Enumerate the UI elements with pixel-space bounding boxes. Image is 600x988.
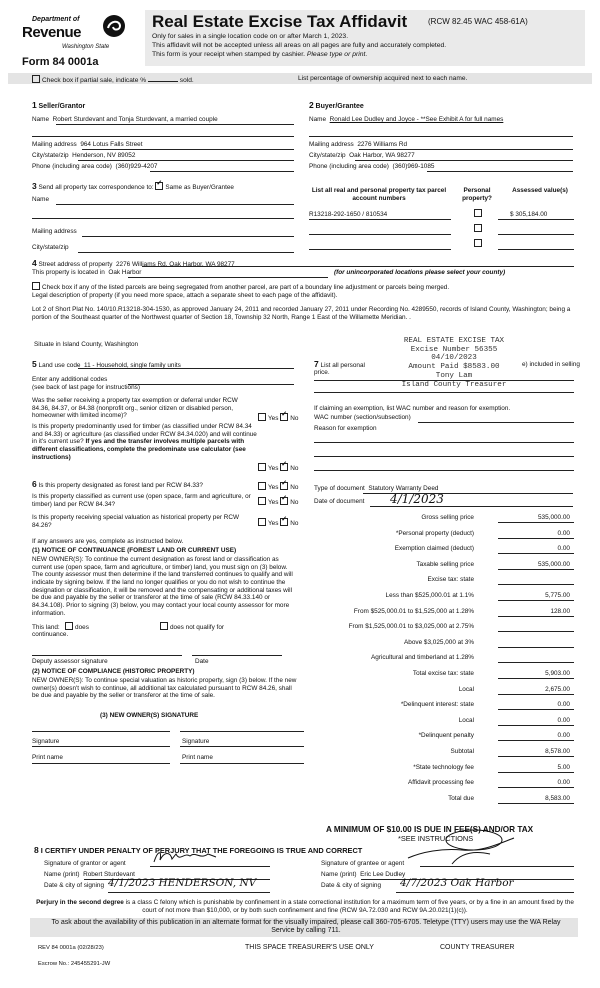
tax-row-label: Above $3,025,000 at 3% [404, 638, 474, 646]
section7-label-c: e) included in selling [522, 361, 580, 368]
stamp-line-2: Excise Number 56355 [410, 345, 498, 354]
tax-row-label: Total due [448, 794, 474, 802]
personal-property-checkbox-2[interactable] [474, 224, 482, 232]
buyer-city[interactable]: Oak Harbor, WA 98277 [349, 152, 415, 159]
header-note-3: This form is your receipt when stamped by cashier. Please type or print. [152, 51, 368, 58]
tax-row-underline [498, 522, 574, 523]
tax-row-label: Taxable selling price [416, 560, 474, 568]
tax-row-underline [498, 538, 574, 539]
personal-property-checkbox-1[interactable] [474, 209, 482, 217]
buyer-heading: 2 Buyer/Grantee [309, 100, 364, 110]
header-note-2: This affidavit will not be accepted unless all areas on all pages are fully and accurately completed. [152, 42, 447, 49]
q-current-use-yes[interactable] [258, 497, 266, 505]
exemption-claim-label: If claiming an exemption, list WAC number and reason for exemption. [314, 405, 511, 412]
logo-revenue: Revenue [22, 24, 82, 41]
stamp-line-3: 04/10/2023 [431, 354, 477, 363]
legal-label: Legal description of property (if you need more space, attach a separate sheet to each page of the affidavit). [32, 292, 338, 299]
q-timber-answers: Yes ✓ No [258, 463, 298, 473]
grantor-date-label: Date & city of signing [44, 882, 105, 889]
tax-row-label: Agricultural and timberland at 1.28% [370, 654, 474, 662]
grantee-name-row: Name (print) Eric Lee Dudley [321, 871, 406, 878]
stamp-line-4: Amount Paid $8583.00 [408, 363, 500, 372]
q-exemption: Was the seller receiving a property tax exemption or deferral under RCW 84.36, 84.37, or 84.38 (nonprofit org., senior citizen or disabled person, homeowner with limited income)? [32, 397, 238, 420]
deputy-sig-label: Deputy assessor signature [32, 658, 108, 665]
grantee-signature[interactable] [402, 824, 522, 868]
tax-row-label: *Delinquent penalty [418, 732, 474, 740]
tax-row-underline [498, 740, 574, 741]
parcel-number[interactable]: R13218-292-1650 / 810534 [309, 211, 388, 218]
seller-heading: 1 Seller/Grantor [32, 100, 86, 110]
new-owner-signature-title: (3) NEW OWNER(S) SIGNATURE [100, 712, 199, 719]
tax-row-underline [498, 647, 574, 648]
q-current-use: Is this property classified as current use (open space, farm and agriculture, or timber) land per RCW 84.34? [32, 493, 251, 508]
q-forest-answers: Yes ✓ No [258, 482, 298, 492]
notice-compliance-title: (2) NOTICE OF COMPLIANCE (HISTORIC PROPERTY) [32, 668, 195, 675]
buyer-phone[interactable]: (360)969-1085 [392, 163, 435, 170]
land-use-row: 5 Land use code 11 - Household, single family units [32, 359, 181, 369]
does-not-qualify-row: does not qualify for [160, 622, 224, 632]
treasurer-stamp [384, 337, 524, 389]
tax-row-underline [498, 709, 574, 710]
tax-row-label: Less than $525,000.01 at 1.1% [385, 592, 474, 599]
tax-row-value[interactable]: 5,903.00 [545, 670, 570, 677]
buyer-city-row: City/state/zip Oak Harbor, WA 98277 [309, 152, 415, 159]
ownership-note: List percentage of ownership acquired next to each name. [298, 75, 468, 82]
assessed-col-header: Assessed value(s) [512, 187, 568, 194]
deputy-date-label: Date [195, 658, 209, 665]
buyer-name-row: Name Ronald Lee Dudley and Joyce - **See Exhibit A for full names [309, 116, 504, 123]
logo-state: Washington State [62, 44, 110, 50]
personal-col-header: Personal property? [462, 187, 492, 202]
q-forest-no[interactable] [280, 482, 288, 490]
buyer-address[interactable]: 2276 Williams Rd [357, 141, 408, 148]
notice-continuance-title: (1) NOTICE OF CONTINUANCE (FOREST LAND OR CURRENT USE) [32, 547, 237, 554]
seller-phone-row: Phone (including area code) (360)929-4207 [32, 163, 158, 170]
tax-row-underline [498, 756, 574, 757]
form-revision: REV 84 0001a (02/28/23) [38, 945, 104, 951]
seller-name[interactable]: Robert Sturdevant and Tonja Sturdevant, a married couple [52, 116, 218, 123]
tax-row-underline [498, 569, 574, 570]
grantor-sig-label: Signature of grantor or agent [44, 860, 126, 867]
header-note-1: Only for sales in a single location code on or after March 1, 2023. [152, 33, 349, 40]
situate-text: Situate in Island County, Washington [34, 341, 139, 348]
escrow-number: Escrow No.: 245455291-JW [38, 961, 111, 967]
seller-address[interactable]: 964 Lotus Falls Street [80, 141, 143, 148]
q-timber-yes[interactable] [258, 463, 266, 471]
tax-row-label: Local [458, 685, 474, 693]
q-exemption-answers: Yes ✓ No [258, 413, 298, 423]
segregate-checkbox[interactable] [32, 282, 40, 290]
tax-row-value[interactable]: 0.00 [557, 732, 570, 740]
q-exemption-yes[interactable] [258, 413, 266, 421]
see-instructions: *SEE INSTRUCTIONS [398, 834, 474, 843]
tax-row-value[interactable]: 8,583.00 [545, 794, 570, 802]
tax-row-label: Local [458, 716, 474, 724]
grantor-date-city[interactable]: 4/1/2023 HENDERSON, NV [108, 877, 257, 889]
tax-row-label: Subtotal [450, 748, 474, 755]
new-owner-print-1[interactable]: Print name [32, 754, 63, 761]
grantor-name-row: Name (print) Robert Sturdevant [44, 871, 135, 878]
section7-label: 7 List all personal [314, 359, 365, 369]
if-yes-note: If any answers are yes, complete as instructed below. [32, 538, 184, 545]
tax-row-underline [498, 553, 574, 554]
q-historic-no[interactable] [280, 518, 288, 526]
doc-type-value[interactable]: Statutory Warranty Deed [368, 485, 439, 492]
partial-sale-checkbox[interactable] [32, 75, 40, 83]
grantor-name[interactable]: Robert Sturdevant [83, 871, 135, 878]
stamp-line-1: REAL ESTATE EXCISE TAX [403, 337, 505, 345]
s3-city-label: City/state/zip [32, 244, 69, 251]
tax-row-value[interactable]: 2,675.00 [545, 685, 570, 693]
tax-row-value[interactable]: 535,000.00 [538, 514, 570, 521]
tax-row-underline [498, 787, 574, 788]
tax-row-value[interactable]: 535,000.00 [538, 560, 570, 568]
section4-address-row: 4 Street address of property 2276 Williams Rd, Oak Harbor, WA 98277 [32, 258, 235, 268]
located-note: (for unincorporated locations please select your county) [334, 269, 506, 276]
new-owner-signature-2[interactable]: Signature [182, 738, 210, 745]
seller-phone[interactable]: (360)929-4207 [115, 163, 158, 170]
tax-row-value[interactable]: 0.00 [557, 701, 570, 709]
seller-addr-row: Mailing address 964 Lotus Falls Street [32, 141, 143, 148]
section3-heading: 3 Send all property tax correspondence to: ✓ Same as Buyer/Grantee [32, 181, 234, 192]
dor-logo [18, 12, 130, 62]
tax-row-underline [498, 803, 574, 804]
q-forest: 6 Is this property designated as forest land per RCW 84.33? [32, 479, 203, 489]
additional-codes-note: (see back of last page for instructions) [32, 384, 140, 391]
q-exemption-no[interactable] [280, 413, 288, 421]
q-current-use-no[interactable] [280, 497, 288, 505]
q-historic-answers: Yes ✓ No [258, 518, 298, 528]
tax-row-value[interactable]: 0.00 [557, 545, 570, 553]
grantee-date-city[interactable]: 4/7/2023 Oak Harbor [400, 877, 514, 889]
q-historic: Is this property receiving special valuation as historical property per RCW 84.26? [32, 514, 240, 529]
wac-label: WAC number (section/subsection) [314, 414, 411, 421]
s3-name-label: Name [32, 196, 50, 203]
seller-city[interactable]: Henderson, NV 89052 [72, 152, 136, 159]
perjury-notice: Perjury in the second degree is a class C felony which is punishable by confinement in a state correctional institution for a maximum term of five years, or by a fine in an amount fixed by the court of not more than $10,000, or by both such confinement and fine (RCW 9A.72.030 and RCW 9A.20.021(1)(c)). [36, 899, 574, 914]
grantee-sig-label: Signature of grantee or agent [321, 860, 405, 867]
does-qualify-checkbox[interactable] [65, 622, 73, 630]
q-historic-yes[interactable] [258, 518, 266, 526]
treasurer-use-label: THIS SPACE TREASURER'S USE ONLY [245, 944, 374, 951]
seller-name-row: Name Robert Sturdevant and Tonja Sturdevant, a married couple [32, 116, 218, 123]
q-timber-no[interactable] [280, 463, 288, 471]
tax-row-value[interactable]: 0.00 [557, 716, 570, 724]
doc-date-label: Date of document [314, 498, 365, 505]
assessed-value[interactable]: $ 305,184.00 [510, 211, 548, 218]
reason-label: Reason for exemption [314, 425, 377, 432]
seller-city-row: City/state/zip Henderson, NV 89052 [32, 152, 136, 159]
tax-row-label: Total excise tax: state [412, 670, 474, 677]
tax-row-label: Exemption claimed (deduct) [394, 545, 474, 553]
tax-row-label: *State technology fee [413, 763, 474, 771]
tax-row-value[interactable]: 0.00 [557, 779, 570, 787]
located-row: This property is located in Oak Harbor [32, 269, 142, 276]
q-timber: Is this property predominantly used for timber (as classified under RCW 84.34 and 84.33) or agriculture (as classified under RCW 84.34.020) and will continue in it's current use? If yes and the transfer involves multiple parcels with different classifications, complete the predominate use calculator (see instructions) [32, 423, 257, 461]
tax-row-underline [498, 600, 574, 601]
tax-row-underline [498, 725, 574, 726]
tax-row-underline [498, 694, 574, 695]
buyer-name[interactable]: Ronald Lee Dudley and Joyce - **See Exhibit A for full names [329, 116, 504, 123]
segregate-row: Check box if any of the listed parcels are being segregated from another parcel, are part of a boundary line adjustment or parcels being merged. [32, 282, 580, 292]
doc-date-value[interactable]: 4/1/2023 [390, 492, 444, 506]
parcel-col-header: List all real and personal property tax parcel account numbers [311, 187, 447, 202]
notice-compliance-body: NEW OWNER(S): To continue special valuation as historic property, sign (3) below. If the new owner(s) doesn't wish to continue, all additional tax calculated pursuant to RCW 84.26, shall be due and payable by the seller or transferor at the time of sale. [32, 677, 297, 700]
located-in-value[interactable]: Oak Harbor [108, 269, 142, 276]
tax-row-underline [498, 616, 574, 617]
grantor-signature[interactable] [150, 848, 220, 866]
form-citation: (RCW 82.45 WAC 458-61A) [428, 17, 528, 26]
county-treasurer-label: COUNTY TREASURER [440, 944, 515, 951]
buyer-addr-row: Mailing address 2276 Williams Rd [309, 141, 408, 148]
tax-row-value[interactable]: 0.00 [557, 529, 570, 537]
buyer-phone-row: Phone (including area code) (360)969-1085 [309, 163, 435, 170]
accessibility-notice: To ask about the availability of this publication in an alternate format for the visually impaired, please call 360-705-6705. Teletype (TTY) users may use the WA Relay Service by calling 711. [51, 919, 561, 935]
stamp-line-5: Tony Lam [435, 371, 473, 380]
notice-continuance-body: NEW OWNER(S): To continue the current designation as forest land or classification as current use (open space, farm and agriculture, or timber) land, you must sign on (3) below. The county assessor must then determine if the land transferred continues to qualify and will indicate by signing below. If the land no longer qualifies or you do not wish to continue the designation or classification, it will be removed and the compensating or additional taxes will be due and payable by the seller or transferor at the time of sale (RCW 84.33.140 or 84.34.108). Prior to signing (3) below, you may contact your local county assessor for more information. [32, 556, 293, 617]
tax-row-value[interactable]: 5,775.00 [545, 592, 570, 599]
tax-row-underline [498, 678, 574, 679]
tax-row-underline [498, 584, 574, 585]
tax-row-value[interactable]: 128.00 [550, 607, 570, 615]
tax-row-label: *Personal property (deduct) [395, 529, 474, 537]
partial-pct-field[interactable] [148, 81, 178, 82]
tax-row-label: Gross selling price [421, 514, 474, 521]
does-not-qualify-checkbox[interactable] [160, 622, 168, 630]
tax-row-underline [498, 772, 574, 773]
partial-sale-row: Check box if partial sale, indicate % sold. [32, 75, 194, 85]
doc-type-row: Type of document Statutory Warranty Deed [314, 485, 439, 492]
minimum-due-notice: A MINIMUM OF $10.00 IS DUE IN FEE(S) AND/OR TAX [326, 825, 534, 834]
tax-row-label: From $1,525,000.01 to $3,025,000 at 2.75% [348, 623, 474, 631]
new-owner-signature-1[interactable]: Signature [32, 738, 60, 745]
land-use-code[interactable]: 11 - Household, single family units [84, 362, 181, 369]
this-land-row: This land: does [32, 624, 89, 631]
property-address[interactable]: 2276 Williams Rd, Oak Harbor, WA 98277 [115, 261, 235, 268]
stamp-line-6: Island County Treasurer [401, 380, 507, 389]
tax-row-underline [498, 662, 574, 663]
q-current-use-answers: Yes ✓ No [258, 497, 298, 507]
logo-dept: Department of [32, 16, 80, 23]
dor-swirl-icon [102, 14, 126, 38]
new-owner-print-2[interactable]: Print name [182, 754, 213, 761]
continuance-label: continuance. [32, 631, 69, 638]
grantee-name[interactable]: Eric Lee Dudley [360, 871, 406, 878]
section7-price: price. [314, 369, 330, 376]
form-number: Form 84 0001a [22, 56, 99, 68]
tax-row-label: Excise tax: state [427, 576, 474, 584]
tax-row-underline [498, 631, 574, 632]
personal-property-checkbox-3[interactable] [474, 239, 482, 247]
tax-row-label: Affidavit processing fee [408, 779, 474, 787]
certify-statement: 8 I CERTIFY UNDER PENALTY OF PERJURY THAT THE FOREGOING IS TRUE AND CORRECT [34, 845, 363, 855]
tax-row-label: From $525,000.01 to $1,525,000 at 1.28% [353, 607, 474, 615]
form-title: Real Estate Excise Tax Affidavit [152, 12, 408, 31]
grantee-date-label: Date & city of signing [321, 882, 382, 889]
tax-row-label: *Delinquent interest: state [400, 701, 474, 709]
same-as-buyer-checkbox[interactable] [155, 182, 163, 190]
tax-row-value[interactable]: 8,578.00 [545, 748, 570, 755]
tax-row-value[interactable]: 5.00 [557, 763, 570, 771]
q-forest-yes[interactable] [258, 482, 266, 490]
additional-codes-label: Enter any additional codes [32, 376, 108, 383]
legal-description[interactable]: Lot 2 of Short Plat No. 140/10.R13218-304-1530, as approved January 24, 2011 and recorded January 27, 2011 under Recording No. 4289550, records of Island County, Washington; being a portion of the Southeast quarter of the Northwest quarter of Section 18, Township 32 North, Range 1 East of the Willamette Meridian. . [32, 306, 571, 321]
s3-addr-label: Mailing address [32, 228, 77, 235]
